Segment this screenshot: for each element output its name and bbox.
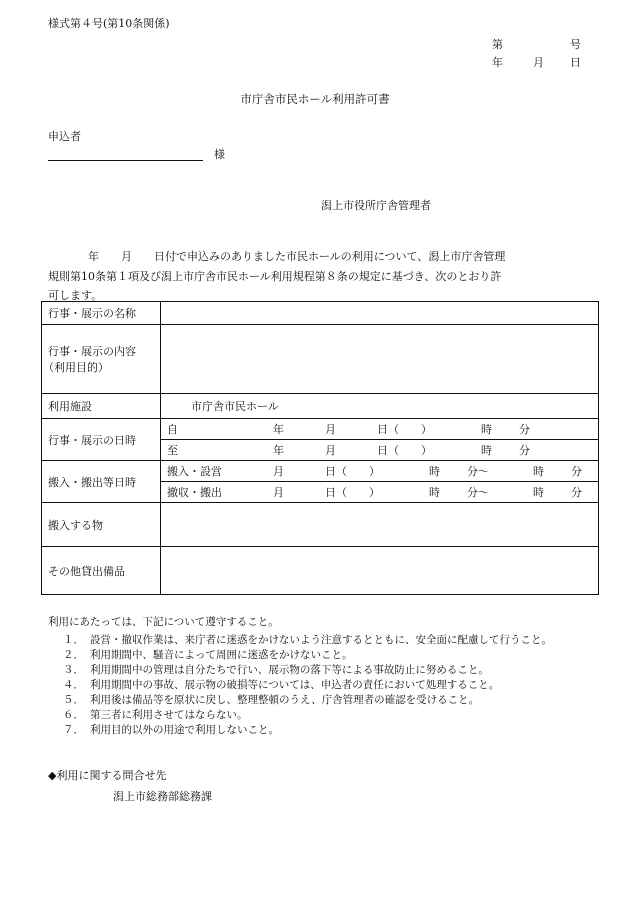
notes-section [48,614,593,738]
applicant-honorific: 様 [214,148,225,161]
from-month: 月 [325,423,336,436]
removal-label: 撤収・搬出 [167,486,222,499]
document-title: 市庁舎市民ホール利用許可書 [240,92,390,106]
removal-end-hour: 時 [533,486,544,499]
note-text: 第三者に利用させてはならない。 [90,709,248,721]
to-hour: 時 [481,444,492,457]
event-content-label-line1: 行事・展示の内容 [48,345,136,358]
permit-body-line: 年 月 日付で申込みのありました市民ホールの利用について、潟上市庁舎管理 [88,250,506,263]
note-text: 設営・撤収作業は、来庁者に迷惑をかけないよう注意するとともに、安全面に配慮して行うこと。 [90,634,552,646]
removal-cell[interactable] [161,482,599,503]
note-text: 利用期間中の管理は自分たちで行い、展示物の落下等による事故防止に努めること。 [90,664,489,676]
note-item [48,723,593,737]
notes-list [48,633,593,737]
note-text: 利用期間中、騒音によって周囲に迷惑をかけないこと。 [90,649,353,661]
permit-body-line: 規則第10条第１項及び潟上市庁舎市民ホール利用規程第８条の規定に基づき、次のとおり許 [48,269,502,283]
removal-end-minute: 分 [571,486,582,499]
from-year: 年 [273,423,284,436]
note-number: ４． [63,679,84,691]
permit-body [48,247,588,306]
note-number: ６． [63,709,84,721]
note-number: ７． [63,724,84,736]
note-number: ５． [63,694,84,706]
setup-month: 月 [273,465,284,478]
removal-month: 月 [273,486,284,499]
contact-department: 潟上市総務部総務課 [113,790,212,803]
setup-end-minute: 分 [571,465,582,478]
facility-value: 市庁舎市民ホール [191,400,279,413]
issuer: 潟上市役所庁舎管理者 [321,199,431,212]
carry-datetime-label: 搬入・搬出等日時 [42,461,161,503]
items-in-cell[interactable] [161,503,599,547]
event-from-cell[interactable] [161,419,599,440]
removal-minute: 分～ [467,486,489,499]
removal-day: 日（ ） [325,486,380,499]
to-minute: 分 [519,444,530,457]
date-month: 月 [533,56,544,69]
setup-end-hour: 時 [533,465,544,478]
event-datetime-label: 行事・展示の日時 [42,419,161,461]
applicant-label: 申込者 [48,130,81,143]
note-number: ２． [63,649,84,661]
setup-cell[interactable] [161,461,599,482]
notes-heading: 利用にあたっては、下記について遵守すること。 [48,616,279,628]
event-name-label: 行事・展示の名称 [42,302,161,325]
contact-heading: ◆利用に関する問合せ先 [48,769,167,782]
form-number: 様式第４号(第10条関係) [48,17,170,30]
removal-hour: 時 [429,486,440,499]
other-equipment-cell[interactable] [161,547,599,595]
note-number: ３． [63,664,84,676]
items-in-label: 搬入する物 [42,503,161,547]
date-year: 年 [492,56,503,69]
note-text: 利用目的以外の用途で利用しないこと。 [90,724,279,736]
setup-label: 搬入・設営 [167,465,222,478]
permit-table [41,301,599,595]
date-day: 日 [570,56,581,69]
document-number-suffix: 号 [570,38,581,51]
facility-cell [161,394,599,419]
setup-minute: 分～ [467,465,489,478]
event-name-cell[interactable] [161,302,599,325]
from-label: 自 [167,423,178,436]
from-day: 日（ ） [377,423,432,436]
from-hour: 時 [481,423,492,436]
event-content-label-line2: （利用目的） [43,361,109,374]
note-item [48,678,593,692]
note-number: １． [63,634,84,646]
note-text: 利用後は備品等を原状に戻し、整理整頓のうえ、庁舎管理者の確認を受けること。 [90,694,480,706]
to-month: 月 [325,444,336,457]
note-item [48,663,593,677]
from-minute: 分 [519,423,530,436]
to-year: 年 [273,444,284,457]
setup-day: 日（ ） [325,465,380,478]
applicant-name-line[interactable] [48,160,203,161]
to-day: 日（ ） [377,444,432,457]
setup-hour: 時 [429,465,440,478]
to-label: 至 [167,444,178,457]
document-number-prefix: 第 [492,38,503,51]
other-equipment-label: その他貸出備品 [42,547,161,595]
note-text: 利用期間中の事故、展示物の破損等については、申込者の責任において処理すること。 [90,679,500,691]
note-item [48,708,593,722]
facility-label: 利用施設 [42,394,161,419]
note-item [48,693,593,707]
event-content-cell[interactable] [161,325,599,394]
event-to-cell[interactable] [161,440,599,461]
permit-body-line: 可します。 [48,289,103,302]
note-item [48,633,593,647]
note-item [48,648,593,662]
event-content-label [42,325,161,394]
